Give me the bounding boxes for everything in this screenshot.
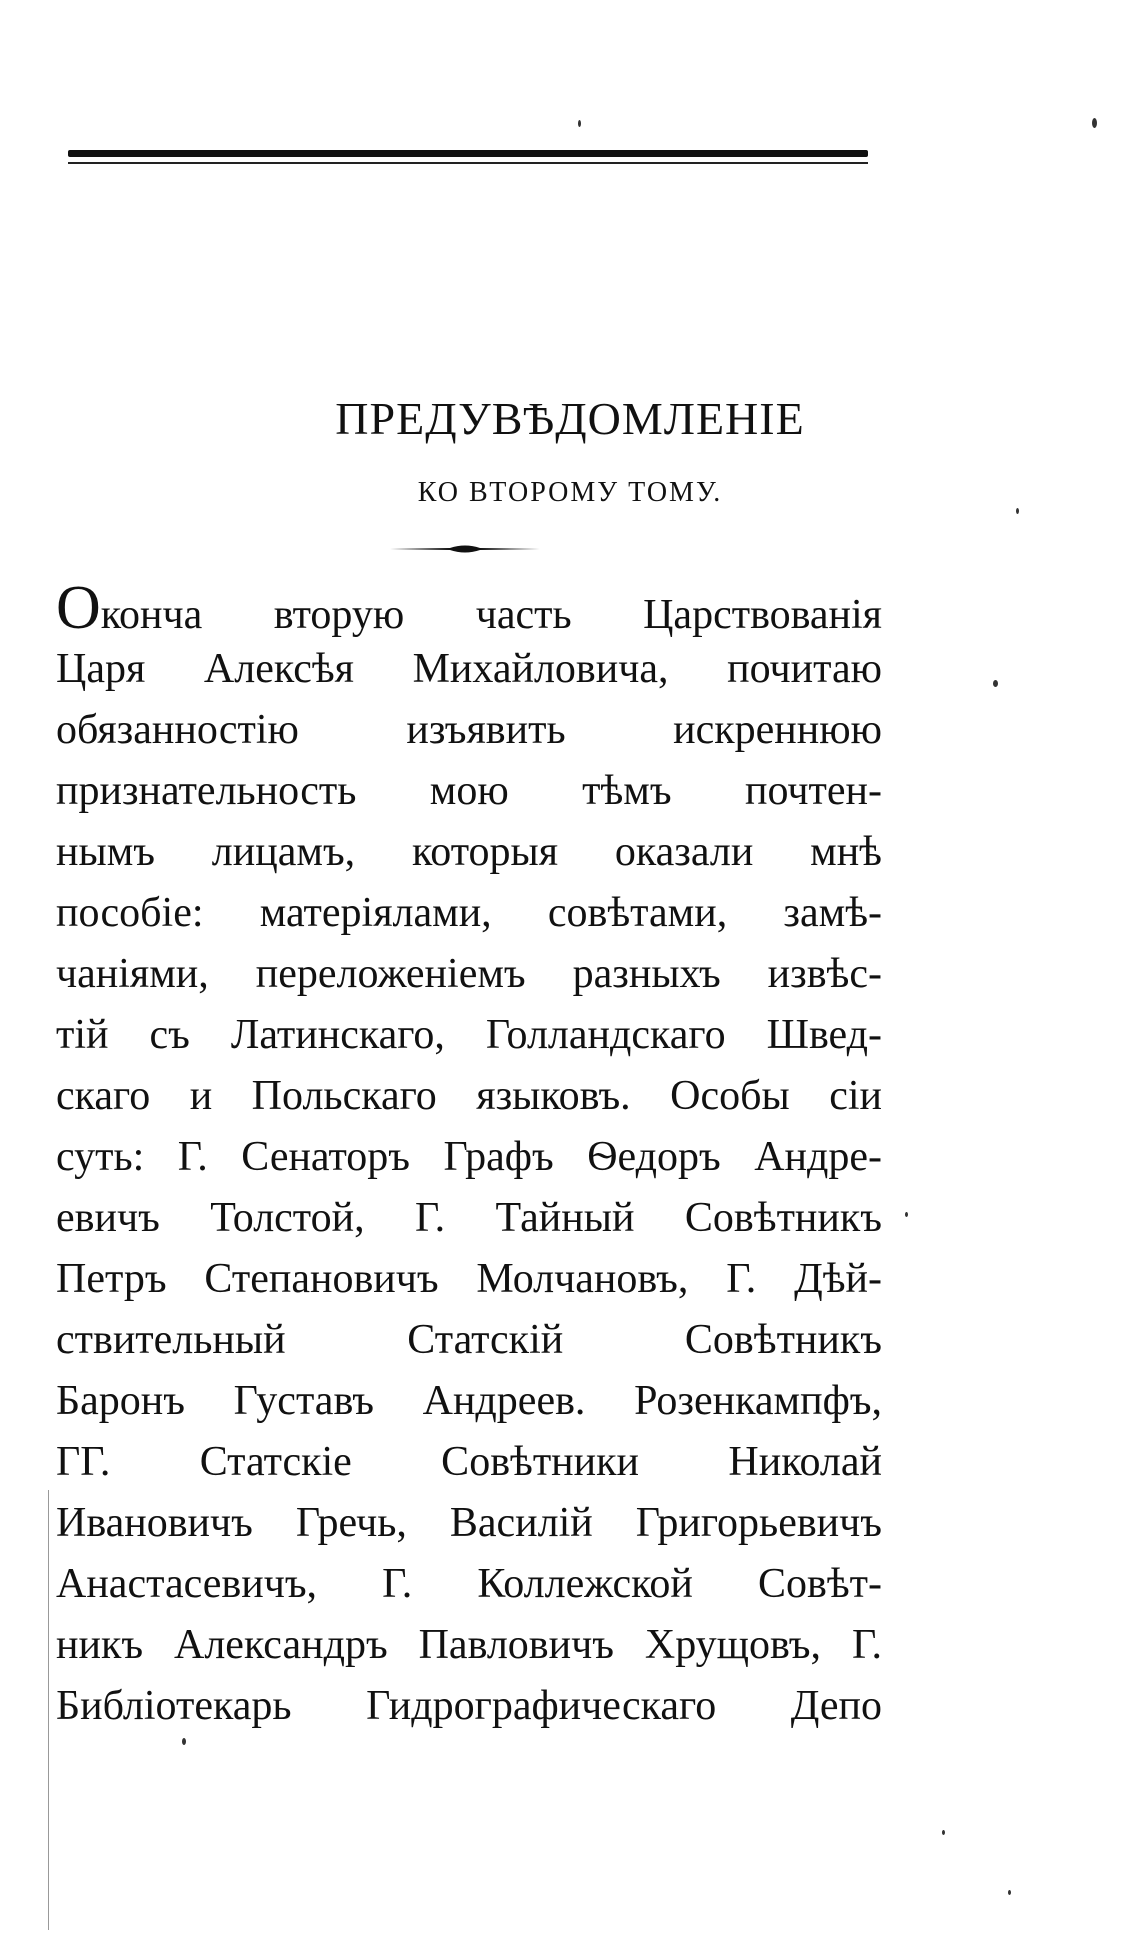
text-line: ГГ. Статскіе Совѣтники Николай [56, 1439, 882, 1485]
text-line: Петръ Степановичъ Молчановъ, Г. Дѣй- [56, 1256, 882, 1302]
text-line: Ивановичъ Гречь, Василій Григорьевичъ [56, 1500, 882, 1546]
scan-speck [1092, 118, 1097, 128]
scan-speck [905, 1212, 908, 1217]
page-subtitle: КО ВТОРОМУ ТОМУ. [417, 477, 723, 508]
scan-speck [578, 120, 581, 127]
text-line: нымъ лицамъ, которыя оказали мнѣ [56, 829, 882, 875]
text-line: пособіе: матеріялами, совѣтами, замѣ- [56, 890, 882, 936]
text-line: Библіотекарь Гидрографическаго Депо [56, 1683, 882, 1729]
margin-artifact-line [48, 1490, 49, 1930]
text-line: никъ Александръ Павловичъ Хрущовъ, Г. [56, 1622, 882, 1668]
scan-speck [182, 1738, 186, 1745]
top-rule [68, 150, 868, 157]
first-line-text: конча вторую часть Царствованія [100, 592, 882, 638]
ornament-divider [390, 543, 540, 555]
text-line: признательность мою тѣмъ почтен- [56, 768, 882, 814]
body-text [56, 578, 882, 1737]
text-line: ствительный Статскій Совѣтникъ [56, 1317, 882, 1363]
scan-speck [1008, 1890, 1011, 1895]
text-line: скаго и Польскаго языковъ. Особы сіи [56, 1073, 882, 1119]
text-line: Баронъ Густавъ Андреев. Розенкампфъ, [56, 1378, 882, 1424]
scan-speck [993, 680, 998, 687]
text-line: обязанностію изъявить искреннюю [56, 707, 882, 753]
text-line: тій съ Латинскаго, Голландскаго Швед- [56, 1012, 882, 1058]
page-title: ПРЕДУВѢДОМЛЕНІЕ [335, 393, 805, 444]
top-rule-thin [68, 162, 868, 164]
text-line: суть: Г. Сенаторъ Графъ Ѳедоръ Андре- [56, 1134, 882, 1180]
text-line [56, 578, 882, 639]
scan-speck [1016, 508, 1019, 514]
drop-cap: О [56, 578, 101, 639]
text-line: чаніями, переложеніемъ разныхъ извѣс- [56, 951, 882, 997]
text-line: Анастасевичъ, Г. Коллежской Совѣт- [56, 1561, 882, 1607]
text-line: Царя Алексѣя Михайловича, почитаю [56, 646, 882, 692]
scan-speck [942, 1830, 945, 1835]
text-line: евичъ Толстой, Г. Тайный Совѣтникъ [56, 1195, 882, 1241]
